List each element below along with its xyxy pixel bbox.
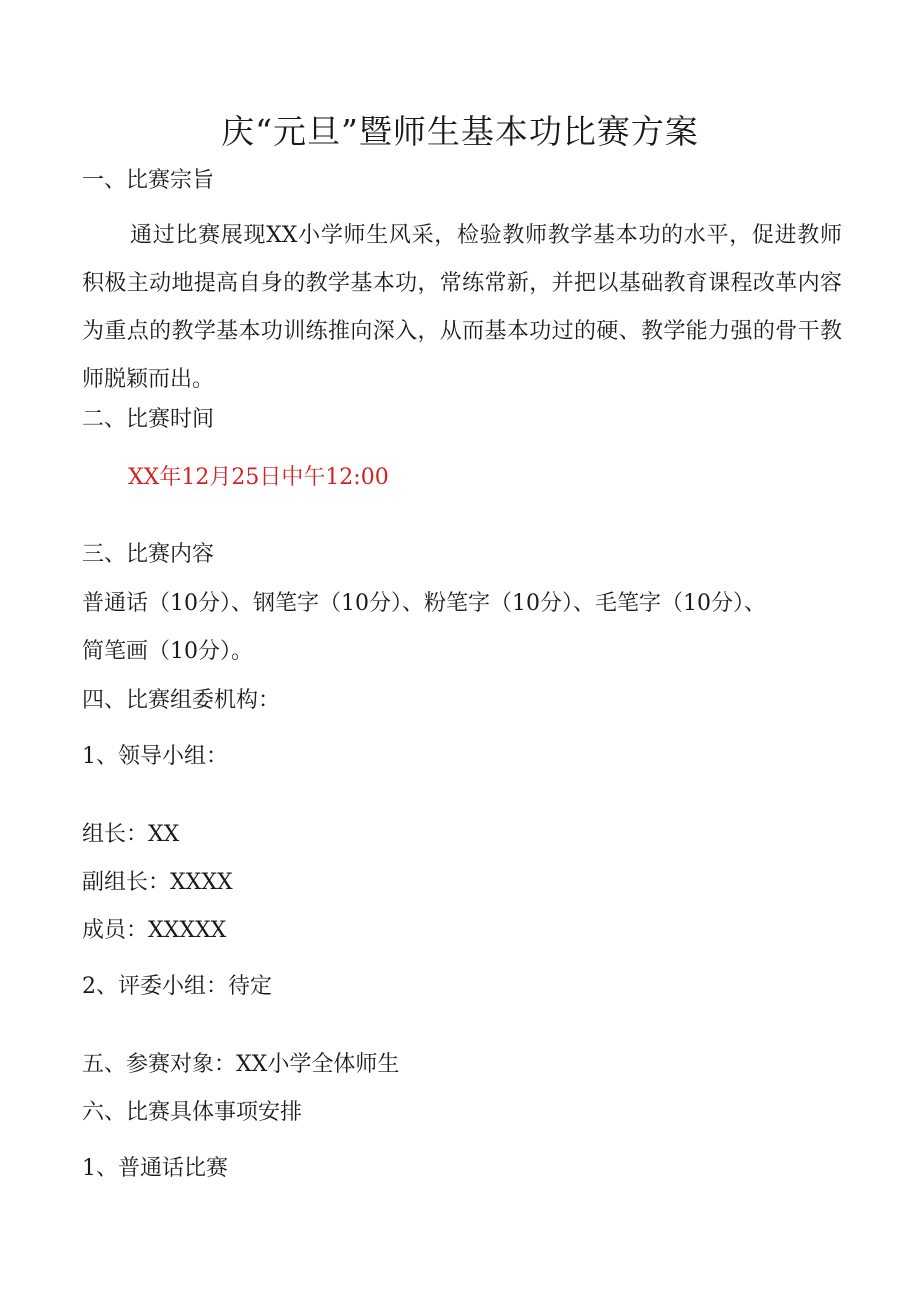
section-3-content-line-1: 普通话（10分）、钢笔字（10分）、粉笔字（10分）、毛笔字（10分）、 — [82, 591, 766, 616]
section-2-heading: 二、比赛时间 — [82, 407, 215, 432]
leadership-group-heading: 1、领导小组： — [82, 744, 228, 769]
vice-group-leader: 副组长：XXXX — [82, 870, 233, 895]
competition-time: XX年12月25日中午12:00 — [128, 465, 389, 490]
group-members: 成员：XXXXX — [82, 918, 227, 943]
section-5-heading: 五、参赛对象：XX小学全体师生 — [82, 1052, 400, 1077]
document-title: 庆“元旦”暨师生基本功比赛方案 — [221, 112, 699, 151]
section-1-body: 通过比赛展现XX小学师生风采，检验教师教学基本功的水平，促进教师积极主动地提高自身的教学基本功，常练常新，并把以基础教育课程改革内容为重点的教学基本功训练推向深入，从而基本功过的硬、教学能力强的骨干教师脱颖而出。 — [82, 223, 842, 392]
section-3-content-line-2: 简笔画（10分）。 — [82, 639, 253, 664]
section-6-heading: 六、比赛具体事项安排 — [82, 1100, 303, 1125]
section-3-heading: 三、比赛内容 — [82, 542, 215, 567]
putonghua-competition-heading: 1、普通话比赛 — [82, 1156, 228, 1181]
section-1-heading: 一、比赛宗旨 — [82, 168, 215, 193]
group-leader: 组长：XX — [82, 822, 180, 847]
section-4-heading: 四、比赛组委机构： — [82, 688, 281, 713]
judging-group: 2、评委小组：待定 — [82, 974, 272, 999]
